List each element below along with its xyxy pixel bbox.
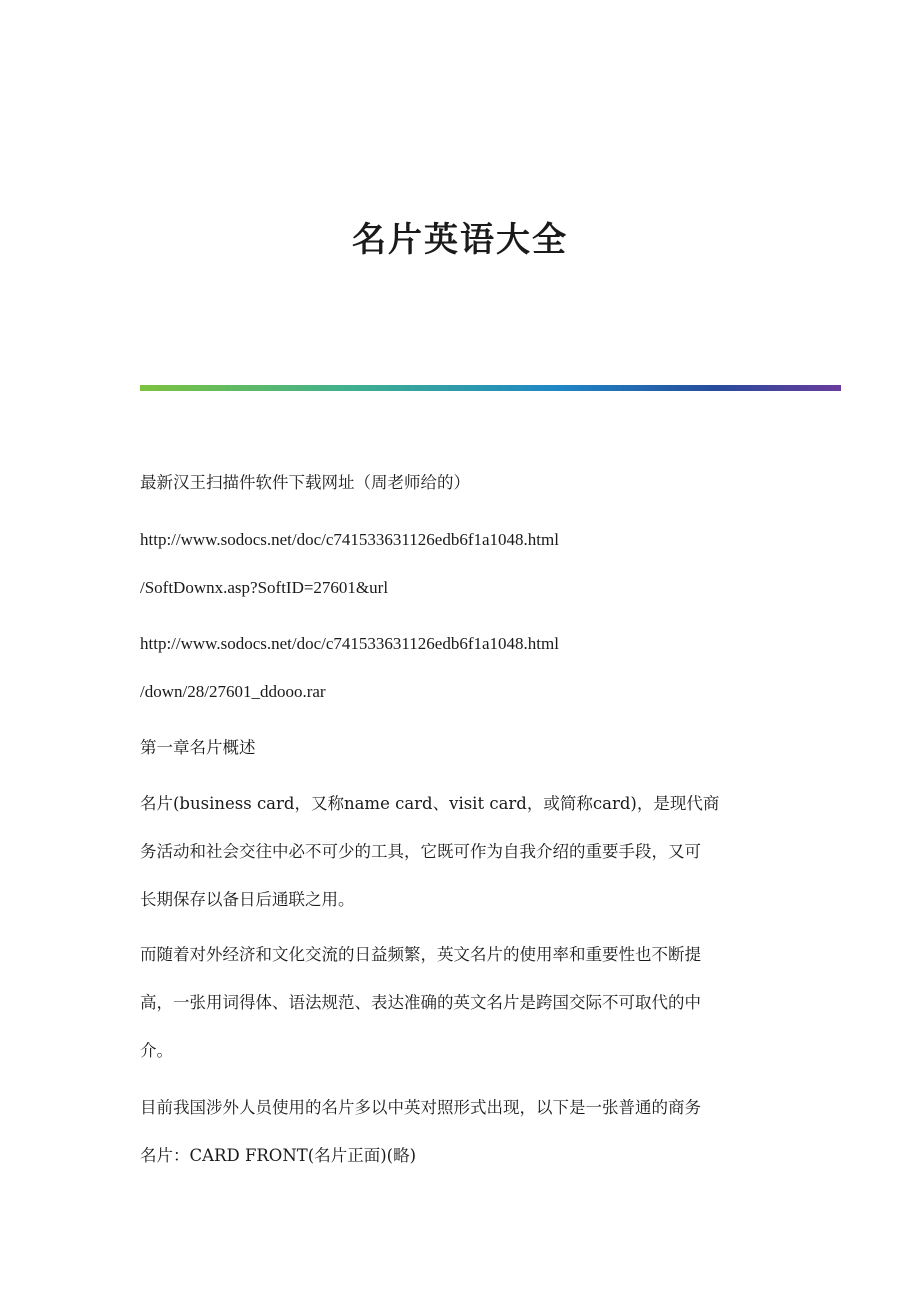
- text-line: 最新汉王扫描件软件下载网址（周老师给的）: [140, 473, 470, 492]
- url-line: /SoftDownx.asp?SoftID=27601&url: [140, 578, 389, 597]
- paragraph-line: 目前我国涉外人员使用的名片多以中英对照形式出现，以下是一张普通的商务: [140, 1098, 701, 1117]
- url-line: http://www.sodocs.net/doc/c741533631126edb6f1a1048.html: [140, 530, 559, 549]
- paragraph-line: 而随着对外经济和文化交流的日益频繁，英文名片的使用率和重要性也不断提: [140, 945, 701, 964]
- paragraph-line: 务活动和社会交往中必不可少的工具，它既可作为自我介绍的重要手段，又可: [140, 842, 701, 861]
- url-line: http://www.sodocs.net/doc/c741533631126edb6f1a1048.html: [140, 634, 559, 653]
- gradient-divider: [140, 385, 841, 391]
- paragraph-line: 介。: [140, 1041, 173, 1060]
- url-line: /down/28/27601_ddooo.rar: [140, 682, 326, 701]
- paragraph-line: 高，一张用词得体、语法规范、表达准确的英文名片是跨国交际不可取代的中: [140, 993, 701, 1012]
- paragraph-line: 名片(business card，又称name card、visit card，或简称card)，是现代商: [140, 794, 720, 813]
- paragraph-line: 长期保存以备日后通联之用。: [140, 890, 355, 909]
- document-title: 名片英语大全: [352, 220, 568, 260]
- paragraph-line: 名片：CARD FRONT(名片正面)(略): [140, 1146, 417, 1165]
- chapter-heading: 第一章名片概述: [140, 738, 256, 757]
